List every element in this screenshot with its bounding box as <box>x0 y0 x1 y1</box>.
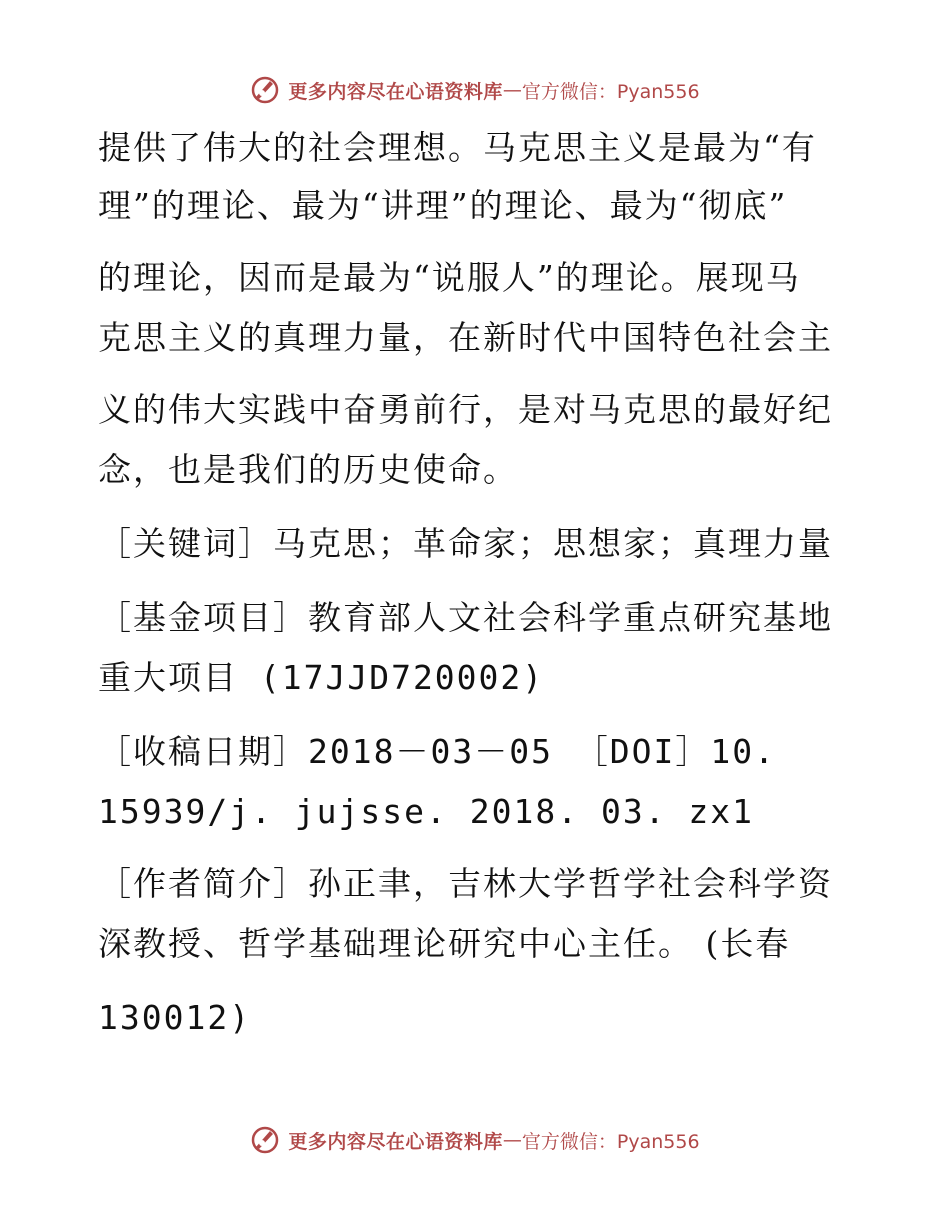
banner-separator: — <box>502 1129 522 1151</box>
footer-banner <box>0 1120 950 1160</box>
banner-main-text: 更多内容尽在心语资料库 <box>288 1130 503 1153</box>
text-line-2: 理”的理论、最为“讲理”的理论、最为“彻底” <box>98 186 788 225</box>
author-line-2: 深教授、哲学基础理论研究中心主任。 (长春 <box>98 924 791 963</box>
quill-logo-icon <box>250 75 280 105</box>
text-line-6: 念，也是我们的历史使命。 <box>98 450 518 489</box>
postcode-line: 130012) <box>98 998 252 1037</box>
doi-line: 15939/j. jujsse. 2018. 03. zx1 <box>98 792 755 831</box>
text-line-1: 提供了伟大的社会理想。马克思主义是最为“有 <box>98 128 817 167</box>
keywords-line: ［关键词］马克思；革命家；思想家；真理力量 <box>98 524 833 563</box>
banner-wechat: 官方微信：Pyan556 <box>521 80 700 103</box>
header-banner <box>0 70 950 110</box>
text-line-5: 义的伟大实践中奋勇前行，是对马克思的最好纪 <box>98 390 833 429</box>
fund-line-1: ［基金项目］教育部人文社会科学重点研究基地 <box>98 598 833 637</box>
received-date-line: ［收稿日期］2018－03－05 ［DOI］10. <box>98 732 777 771</box>
banner-main-text: 更多内容尽在心语资料库 <box>288 80 503 103</box>
text-line-3: 的理论，因而是最为“说服人”的理论。展现马 <box>98 258 801 297</box>
quill-logo-icon <box>250 1125 280 1155</box>
fund-line-2: 重大项目 (17JJD720002) <box>98 658 545 697</box>
author-line-1: ［作者简介］孙正聿，吉林大学哲学社会科学资 <box>98 864 833 903</box>
banner-separator: — <box>502 79 522 101</box>
text-line-4: 克思主义的真理力量，在新时代中国特色社会主 <box>98 318 833 357</box>
banner-wechat: 官方微信：Pyan556 <box>521 1130 700 1153</box>
